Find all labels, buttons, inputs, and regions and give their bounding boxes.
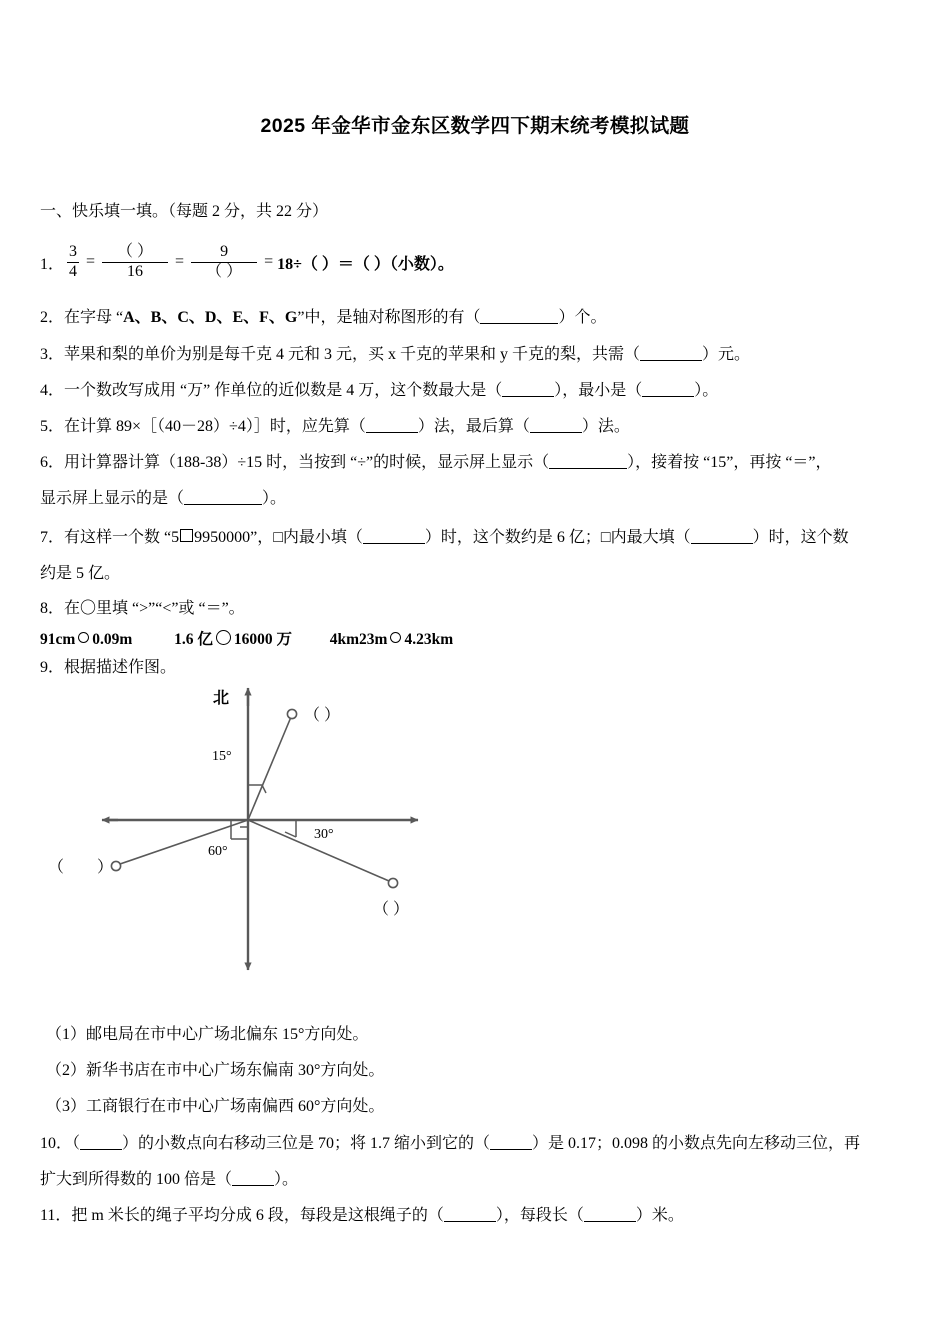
section-heading: 一、快乐填一填。（每题 2 分，共 22 分） — [40, 203, 329, 220]
q9-sub-item-3 — [46, 1095, 384, 1118]
comparison-2-left: 1.6 亿 — [174, 631, 213, 648]
q10-answer-blank-2[interactable] — [490, 1149, 532, 1150]
q2-text-b: ”中，是轴对称图形的有（ — [297, 309, 481, 326]
q7-answer-blank-2[interactable] — [691, 543, 753, 544]
q1-fraction-1-denominator: 4 — [69, 262, 78, 280]
comparison-item-1 — [40, 631, 132, 648]
angle-marker-15-leg — [262, 785, 266, 793]
q7-text-e: 约是 5 亿。 — [40, 565, 121, 582]
q1-fraction-2-numerator[interactable]: （ ） — [117, 243, 154, 260]
point-marker-top-right[interactable] — [287, 709, 296, 718]
q5-text-c: ）法。 — [581, 418, 630, 435]
page-title: 2025 年金华市金东区数学四下期末统考模拟试题 — [260, 115, 690, 137]
q6-text-c: 显示屏上显示的是（ — [40, 490, 185, 507]
comparison-2-right: 16000 万 — [233, 631, 292, 648]
q11-text-a: 把 m 米长的绳子平均分成 6 段，每段是这根绳子的（ — [71, 1207, 444, 1224]
q3-number: 3． — [40, 346, 65, 363]
q8-text: 在〇里填 “>”“<”或 “＝”。 — [64, 600, 245, 617]
q9-number: 9． — [40, 659, 65, 676]
question-11 — [40, 1204, 684, 1227]
point-blank-left-open[interactable]: （ — [48, 859, 65, 876]
q2-number: 2． — [40, 309, 65, 326]
comparison-3-left: 4km23m — [329, 631, 388, 648]
comparison-3-right: 4.23km — [404, 631, 454, 648]
q1-fraction-3 — [191, 244, 257, 281]
comparison-item-2 — [174, 631, 292, 648]
q10-text-b: ）的小数点向右移动三位是 70；将 1.7 缩小到它的（ — [122, 1135, 491, 1152]
q1-tail: 18÷（ ）＝（ ）（小数）。 — [277, 255, 454, 273]
q7-text-b: 9950000”，□内最小填（ — [194, 529, 363, 546]
question-2 — [40, 306, 606, 329]
angle-label-15: 15° — [212, 749, 232, 764]
question-3 — [40, 343, 750, 366]
q6-number: 6． — [40, 454, 65, 471]
q1-fraction-1 — [67, 244, 79, 281]
q1-fraction-2 — [102, 244, 168, 281]
q4-text-b: ），最小是（ — [554, 382, 643, 399]
q1-fraction-1-numerator: 3 — [69, 243, 78, 260]
q1-equals-1: = — [86, 253, 96, 271]
comparison-2-circle[interactable] — [216, 630, 231, 645]
question-4 — [40, 379, 718, 402]
q9-sub-item-1 — [46, 1023, 368, 1046]
q7-empty-box[interactable] — [180, 529, 193, 542]
comparison-1-circle[interactable] — [78, 632, 89, 643]
q9-sub-item-2-text: （2）新华书店在市中心广场东偏南 30°方向处。 — [46, 1062, 385, 1079]
q10-text-e: ）。 — [274, 1171, 299, 1188]
q1-fraction-3-numerator: 9 — [220, 243, 229, 260]
question-10-line-1 — [40, 1132, 860, 1155]
question-10-line-2 — [40, 1168, 298, 1191]
q5-answer-blank-2[interactable] — [530, 432, 582, 433]
q5-answer-blank-1[interactable] — [366, 432, 418, 433]
q11-text-b: ），每段长（ — [495, 1207, 584, 1224]
question-6-line-1 — [40, 451, 832, 474]
q4-answer-blank-1[interactable] — [502, 396, 554, 397]
angle-label-30: 30° — [314, 827, 334, 842]
comparison-1-left: 91cm — [40, 631, 76, 648]
q4-number: 4． — [40, 382, 65, 399]
q3-answer-blank[interactable] — [640, 360, 702, 361]
q11-answer-blank-1[interactable] — [444, 1221, 496, 1222]
q1-equals-3: = — [264, 253, 274, 271]
question-7-line-2 — [40, 562, 120, 585]
north-label: 北 — [213, 690, 230, 707]
q4-text-c: ）。 — [694, 382, 719, 399]
q2-text-a: 在字母 “ — [64, 309, 124, 326]
q11-answer-blank-2[interactable] — [584, 1221, 636, 1222]
question-5 — [40, 415, 630, 438]
q1-fraction-2-denominator: 16 — [127, 262, 144, 280]
point-blank-left-close[interactable]: ） — [97, 859, 114, 876]
q11-number: 11． — [40, 1207, 72, 1224]
q9-text: 根据描述作图。 — [64, 659, 177, 676]
q2-letters: A、B、C、D、E、F、G — [123, 309, 298, 326]
q3-text-b: ）元。 — [702, 346, 751, 363]
q9-sub-item-3-text: （3）工商银行在市中心广场南偏西 60°方向处。 — [46, 1098, 385, 1115]
q6-text-b: ），接着按 “15”，再按 “＝”， — [627, 454, 832, 471]
q7-answer-blank-1[interactable] — [363, 543, 425, 544]
compass-diagram — [40, 672, 510, 1002]
q5-text-a: 在计算 89×［（40－28）÷4）］时，应先算（ — [64, 418, 366, 435]
compass-diagram-svg — [40, 672, 510, 1002]
q11-text-c: ）米。 — [635, 1207, 684, 1224]
q2-text-c: ）个。 — [558, 309, 607, 326]
q7-number: 7． — [40, 529, 65, 546]
question-6-line-2 — [40, 487, 286, 510]
comparison-item-3 — [330, 631, 453, 648]
angle-label-60: 60° — [208, 844, 228, 859]
q8-number: 8． — [40, 600, 65, 617]
ray-south-west-60 — [120, 820, 248, 864]
q10-text-d: 扩大到所得数的 100 倍是（ — [40, 1171, 233, 1188]
q10-number: 10． — [40, 1135, 73, 1152]
q9-sub-item-1-text: （1）邮电局在市中心广场北偏东 15°方向处。 — [46, 1026, 369, 1043]
q5-text-b: ）法，最后算（ — [417, 418, 530, 435]
comparison-1-right: 0.09m — [92, 631, 133, 648]
q7-text-c: ）时，这个数约是 6 亿；□内最大填（ — [424, 529, 691, 546]
point-blank-top-right[interactable]: （ ） — [304, 707, 341, 724]
point-marker-bottom-right[interactable] — [388, 878, 397, 887]
q6-answer-blank-1[interactable] — [549, 468, 627, 469]
ray-north-east-15 — [248, 717, 291, 820]
q10-text-c: ）是 0.17；0.098 的小数点先向左移动三位，再 — [532, 1135, 861, 1152]
question-1 — [40, 244, 454, 281]
q10-answer-blank-3[interactable] — [232, 1185, 274, 1186]
q6-text-d: ）。 — [262, 490, 287, 507]
q7-text-a: 有这样一个数 “5 — [64, 529, 180, 546]
point-blank-bottom-right[interactable]: （ ） — [373, 901, 410, 918]
q4-answer-blank-2[interactable] — [642, 396, 694, 397]
q10-text-a: （ — [72, 1135, 81, 1152]
q4-text-a: 一个数改写成用 “万” 作单位的近似数是 4 万，这个数最大是（ — [64, 382, 503, 399]
q10-answer-blank-1[interactable] — [80, 1149, 122, 1150]
q3-text-a: 苹果和梨的单价为别是每千克 4 元和 3 元，买 x 千克的苹果和 y 千克的梨，共需（ — [64, 346, 641, 363]
question-8 — [40, 597, 245, 620]
question-7-line-1 — [40, 526, 849, 549]
q5-number: 5． — [40, 418, 65, 435]
question-8-comparisons — [40, 629, 453, 651]
q6-answer-blank-2[interactable] — [184, 504, 262, 505]
q1-fraction-3-denominator[interactable]: （ ） — [206, 262, 243, 280]
q9-sub-item-2 — [46, 1059, 384, 1082]
q2-answer-blank[interactable] — [480, 323, 558, 324]
q1-number: 1． — [40, 255, 65, 273]
q1-equals-2: = — [175, 253, 185, 271]
q6-text-a: 用计算器计算（188-38）÷15 时，当按到 “÷”的时候，显示屏上显示（ — [64, 454, 550, 471]
q7-text-d: ）时，这个数 — [752, 529, 849, 546]
comparison-3-circle[interactable] — [390, 632, 401, 643]
